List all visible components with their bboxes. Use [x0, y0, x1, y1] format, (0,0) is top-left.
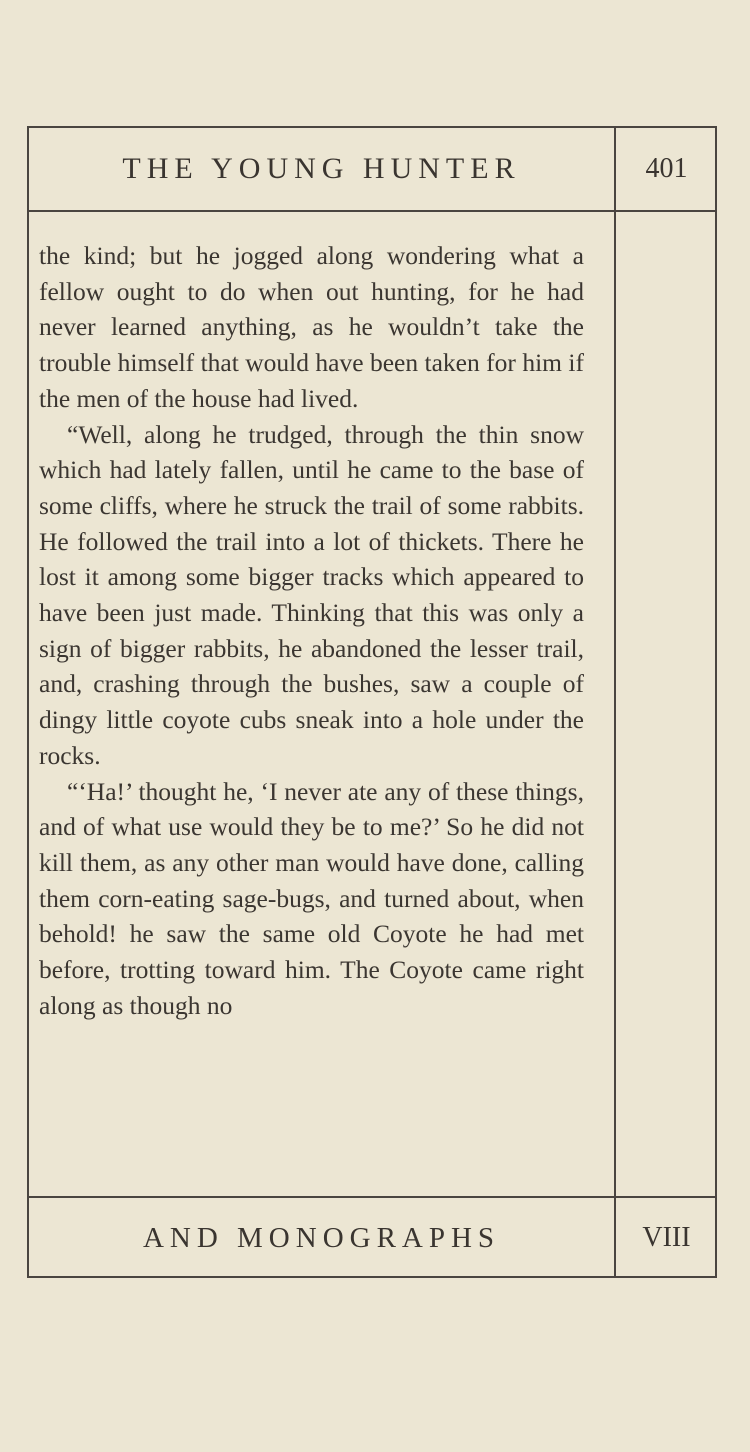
volume-number: VIII [642, 1222, 691, 1253]
paragraph-1: the kind; but he jogged along wondering what a fellow ought to do when out hunting, for he had never learned anything, as he wouldn’t take the trouble himself that would have been taken for him if the men of the house had lived. [39, 241, 584, 413]
header-rule [29, 210, 715, 212]
running-title: THE YOUNG HUNTER [122, 152, 521, 185]
body-text [39, 238, 584, 1023]
series-title: AND MONOGRAPHS [142, 1221, 501, 1254]
paragraph-3: “‘Ha!’ thought he, ‘I never ate any of these things, and of what use would they be to me?’ So he did not kill them, as any other man would have done, calling them corn-eating sage-bugs, and turned about, when behold! he saw the same old Coyote he had met before, trotting toward him. The Coyote came right along as though no [39, 776, 584, 1020]
page-number: 401 [645, 153, 688, 184]
page-frame [27, 126, 717, 1278]
column-divider [614, 128, 616, 1276]
paragraph-2: “Well, along he trudged, through the thin snow which had lately fallen, until he came to the base of some cliffs, where he struck the trail of some rabbits. He followed the trail into a lot of thickets. There he lost it among some bigger tracks which appeared to have been just made. Thinking that this was only a sign of bigger rabbits, he abandoned the lesser trail, and, crashing through the bushes, saw a couple of dingy little coyote cubs sneak into a hole under the rocks. [39, 419, 584, 770]
